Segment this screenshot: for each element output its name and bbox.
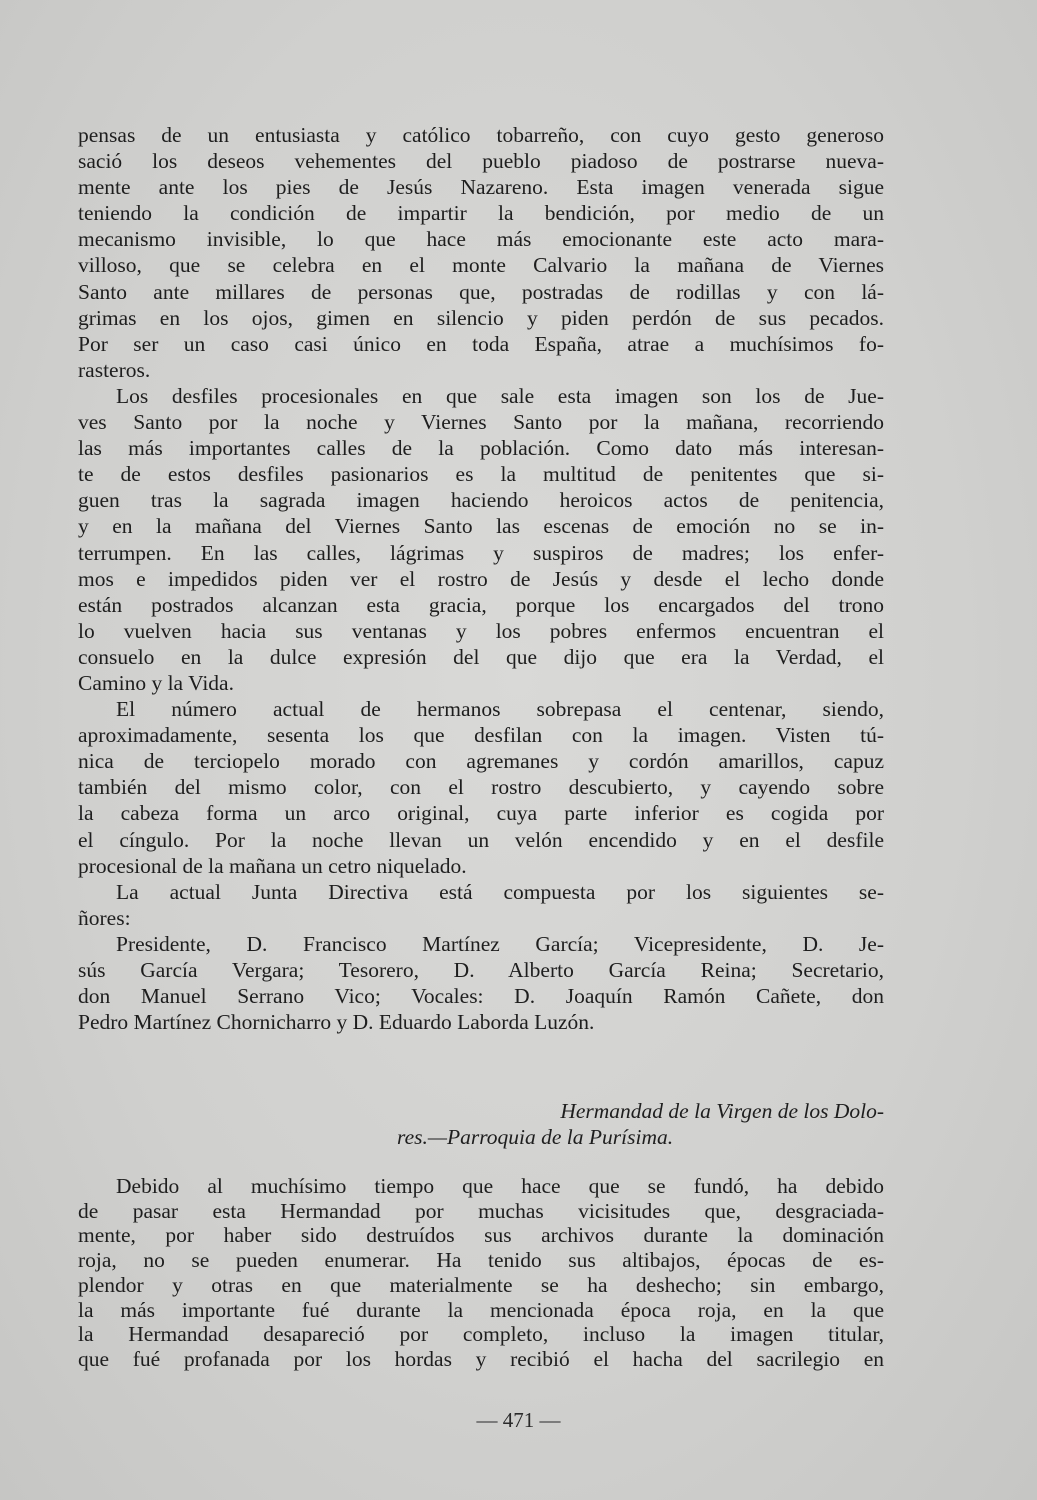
text-line: la Hermandad desapareció por completo, incluso la imagen titular, [78, 1322, 884, 1347]
text-line: Por ser un caso casi único en toda España, atrae a muchísimos fo- [78, 331, 884, 356]
text-line: sació los deseos vehementes del pueblo piadoso de postrarse nueva- [78, 149, 884, 174]
text-line: te de estos desfiles pasionarios es la multitud de penitentes que si- [78, 462, 884, 487]
text-line: también del mismo color, con el rostro descubierto, y cayendo sobre [78, 775, 884, 800]
text-line: mos e impedidos piden ver el rostro de Jesús y desde el lecho donde [78, 566, 884, 591]
text-line: y en la mañana del Viernes Santo las escenas de emoción no se in- [78, 514, 884, 539]
paragraph-5 [78, 931, 884, 1035]
text-line: nica de terciopelo morado con agremanes y cordón amarillos, capuz [78, 749, 884, 774]
text-line: aproximadamente, sesenta los que desfilan con la imagen. Visten tú- [78, 723, 884, 748]
text-line: plendor y otras en que materialmente se ha deshecho; sin embargo, [78, 1272, 884, 1297]
text-line: las más importantes calles de la población. Como dato más interesan- [78, 436, 884, 461]
heading-line-1: Hermandad de la Virgen de los Dolo- [560, 1099, 884, 1123]
text-line: roja, no se pueden enumerar. Ha tenido sus altibajos, épocas de es- [78, 1248, 884, 1273]
text-line: Pedro Martínez Chornicharro y D. Eduardo Laborda Luzón. [78, 1010, 595, 1035]
paragraph-6 [78, 1174, 884, 1372]
page-number: — 471 — [476, 1408, 561, 1432]
text-line: procesional de la mañana un cetro niquelado. [78, 853, 467, 878]
text-line: mecanismo invisible, lo que hace más emocionante este acto mara- [78, 227, 884, 252]
text-line: villoso, que se celebra en el monte Calvario la mañana de Viernes [78, 253, 884, 278]
text-line: la cabeza forma un arco original, cuya parte inferior es cogida por [78, 801, 884, 826]
text-line: Camino y la Vida. [78, 670, 234, 695]
text-line: Debido al muchísimo tiempo que hace que se fundó, ha debido [116, 1174, 884, 1198]
text-line: La actual Junta Directiva está compuesta por los siguientes se- [116, 879, 884, 904]
paragraph-3 [78, 696, 884, 879]
text-line: la más importante fué durante la mencionada época roja, en la que [78, 1297, 884, 1322]
text-line: ves Santo por la noche y Viernes Santo por la mañana, recorriendo [78, 410, 884, 435]
text-line: que fué profanada por los hordas y recibió el hacha del sacrilegio en [78, 1346, 884, 1371]
body-text [78, 122, 884, 1035]
text-line: teniendo la condición de impartir la bendición, por medio de un [78, 201, 884, 226]
text-line: de pasar esta Hermandad por muchas vicisitudes que, desgraciada- [78, 1198, 884, 1223]
text-line: Los desfiles procesionales en que sale esta imagen son los de Jue- [116, 383, 884, 408]
text-line: el cíngulo. Por la noche llevan un velón encendido y en el desfile [78, 827, 884, 852]
text-line: Presidente, D. Francisco Martínez García; Vicepresidente, D. Je- [116, 931, 884, 956]
text-line: Santo ante millares de personas que, postradas de rodillas y con lá- [78, 279, 884, 304]
text-line: lo vuelven hacia sus ventanas y los pobres enfermos encuentran el [78, 618, 884, 643]
section-heading [78, 1098, 884, 1150]
text-line: sús García Vergara; Tesorero, D. Alberto García Reina; Secretario, [78, 958, 884, 982]
text-line: pensas de un entusiasta y católico tobarreño, con cuyo gesto generoso [78, 123, 884, 147]
text-line: guen tras la sagrada imagen haciendo heroicos actos de penitencia, [78, 488, 884, 513]
text-line: consuelo en la dulce expresión del que dijo que era la Verdad, el [78, 644, 884, 669]
text-line: grimas en los ojos, gimen en silencio y piden perdón de sus pecados. [78, 305, 884, 330]
text-line: rasteros. [78, 357, 151, 382]
text-line: ñores: [78, 905, 131, 930]
text-line: mente, por haber sido destruídos sus archivos durante la dominación [78, 1223, 884, 1248]
paragraph-4 [78, 879, 884, 931]
paragraph-1 [78, 122, 884, 383]
text-line: están postrados alcanzan esta gracia, porque los encargados del trono [78, 592, 884, 617]
paragraph-2 [78, 383, 884, 696]
text-line: El número actual de hermanos sobrepasa el centenar, siendo, [116, 697, 884, 722]
heading-line-2: res.—Parroquia de la Purísima. [397, 1125, 674, 1149]
text-line: terrumpen. En las calles, lágrimas y suspiros de madres; los enfer- [78, 540, 884, 565]
text-line: don Manuel Serrano Vico; Vocales: D. Joaquín Ramón Cañete, don [78, 984, 884, 1009]
text-line: mente ante los pies de Jesús Nazareno. Esta imagen venerada sigue [78, 175, 884, 200]
